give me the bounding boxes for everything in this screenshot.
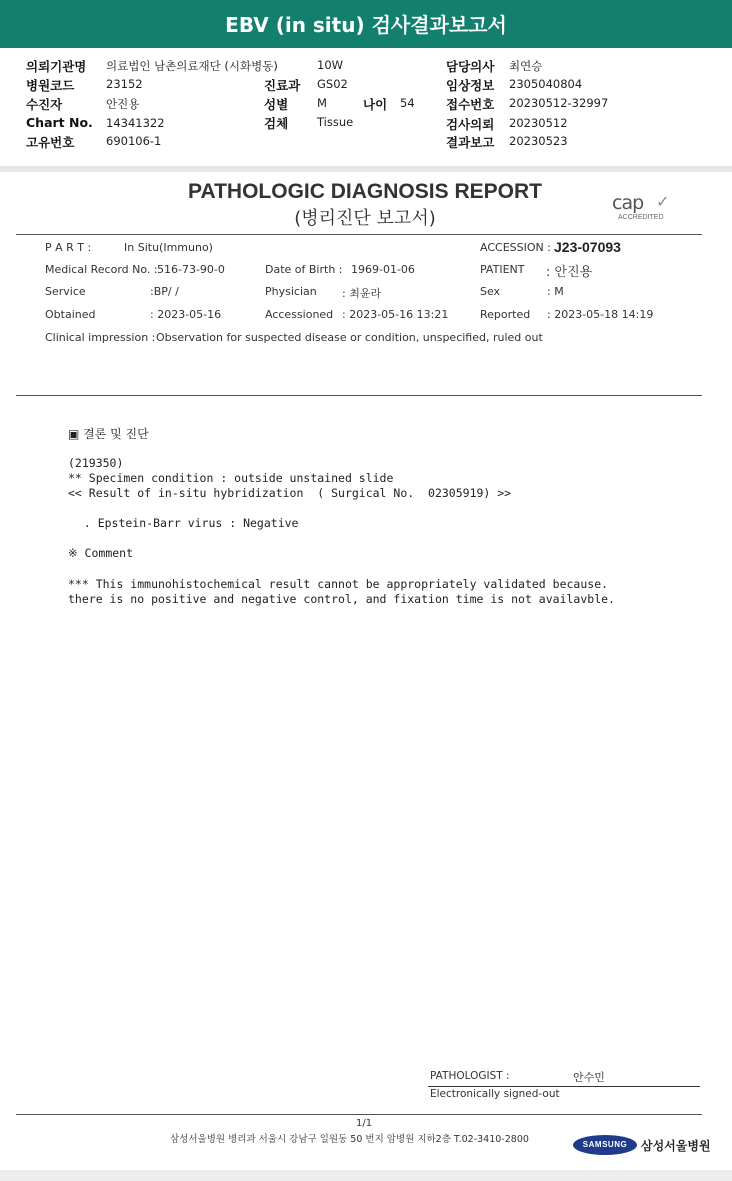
pathologist-rule [428, 1086, 700, 1087]
doctor-label: 담당의사 [446, 59, 495, 74]
samsung-logo: SAMSUNG [573, 1135, 637, 1155]
reported-value: : 2023-05-18 14:19 [547, 308, 654, 321]
footer-rule [16, 1114, 702, 1115]
req-inst-label: 의뢰기관명 [26, 59, 87, 74]
info-patient-value: : 안진용 [546, 265, 593, 280]
patient-label: 수진자 [26, 97, 63, 112]
dob-label: Date of Birth : [265, 263, 343, 276]
specimen-label: 검체 [264, 116, 289, 131]
checkmark-icon: ✓ [656, 192, 670, 211]
sex-label: 성별 [264, 97, 289, 112]
page-bottom-band [0, 1170, 732, 1181]
doctor-value: 최연승 [509, 59, 543, 73]
footer-address: 삼성서울병원 병리과 서울시 강남구 일원동 50 번지 암병원 지하2층 T.02-3410-2800 [170, 1134, 529, 1145]
dept-label: 진료과 [264, 78, 301, 93]
report-subtitle: (병리진단 보고서) [294, 208, 436, 229]
service-label: Service [45, 285, 86, 298]
mrn-label: Medical Record No. : [45, 263, 158, 276]
page-number: 1/1 [356, 1118, 373, 1129]
result-report-label: 결과보고 [446, 135, 495, 150]
part-label: P A R T : [45, 241, 92, 254]
physician-label: Physician [265, 285, 317, 298]
report-title: PATHOLOGIC DIAGNOSIS REPORT [188, 180, 542, 203]
unique-id-value: 690106-1 [106, 134, 162, 148]
hosp-code-label: 병원코드 [26, 78, 75, 93]
receipt-label: 접수번호 [446, 97, 495, 112]
comment-heading: ※ Comment [68, 546, 134, 560]
cap-accredited-logo [612, 192, 682, 224]
accessioned-label: Accessioned [265, 308, 334, 321]
conclusion-heading: ▣ 결론 및 진단 [68, 427, 149, 441]
test-request-label: 검사의뢰 [446, 117, 495, 132]
obtained-value: : 2023-05-16 [150, 308, 222, 321]
age-value: 54 [400, 96, 415, 110]
hospital-logo-text: 삼성서울병원 [641, 1139, 711, 1153]
dept-value: GS02 [317, 77, 348, 91]
request-header [0, 55, 732, 165]
service-value: :BP/ / [150, 285, 179, 298]
info-sex-label: Sex [480, 285, 501, 298]
pathologist-label: PATHOLOGIST : [430, 1070, 510, 1082]
dob-value: 1969-01-06 [351, 263, 415, 276]
ward-value: 10W [317, 58, 344, 72]
accessioned-value: : 2023-05-16 13:21 [342, 308, 449, 321]
comment-line-2: there is no positive and negative control, and fixation time is not availavble. [68, 592, 615, 606]
sex-value: M [317, 96, 327, 110]
req-inst-value: 의료법인 남촌의료재단 (시화병동) [106, 59, 278, 73]
specimen-value: Tissue [317, 115, 354, 129]
info-bottom-rule [16, 395, 702, 396]
report-line-ebv-result: . Epstein-Barr virus : Negative [70, 516, 299, 530]
report-line-code: (219350) [68, 456, 124, 470]
accession-value: J23-07093 [554, 239, 621, 255]
test-request-value: 20230512 [509, 116, 568, 130]
electronic-signature: Electronically signed-out [430, 1088, 560, 1100]
physician-value: : 최윤라 [342, 287, 382, 300]
clinical-info-label: 임상정보 [446, 78, 495, 93]
chart-label: Chart No. [26, 115, 93, 130]
report-line-result-header: << Result of in-situ hybridization ( Surgical No. 02305919) >> [68, 486, 512, 500]
reported-label: Reported [480, 308, 531, 321]
hosp-code-value: 23152 [106, 77, 143, 91]
cap-accredited-text: ACCREDITED [618, 214, 664, 221]
chart-value: 14341322 [106, 116, 165, 130]
clinical-info-value: 2305040804 [509, 77, 583, 91]
age-label: 나이 [363, 97, 388, 112]
result-report-value: 20230523 [509, 134, 568, 148]
section-separator [0, 166, 732, 172]
obtained-label: Obtained [45, 308, 96, 321]
clinical-impression-label: Clinical impression : [45, 331, 156, 344]
info-top-rule [16, 234, 702, 235]
accession-label: ACCESSION : [480, 241, 551, 254]
mrn-value: 516-73-90-0 [157, 263, 225, 276]
comment-line-1: *** This immunohistochemical result cannot be appropriately validated because. [68, 577, 609, 591]
patient-value: 안진용 [106, 97, 140, 111]
cap-logo-text: cap [612, 192, 644, 214]
unique-id-label: 고유번호 [26, 135, 75, 150]
pathologist-name: 안수민 [573, 1071, 605, 1084]
receipt-value: 20230512-32997 [509, 96, 609, 110]
report-line-specimen: ** Specimen condition : outside unstained slide [68, 471, 394, 485]
info-sex-value: : M [547, 285, 564, 298]
part-value: In Situ(Immuno) [124, 241, 213, 254]
info-patient-label: PATIENT [480, 263, 525, 276]
clinical-impression-value: Observation for suspected disease or condition, unspecified, ruled out [156, 331, 543, 344]
report-title-bar: EBV (in situ) 검사결과보고서 [0, 0, 732, 48]
